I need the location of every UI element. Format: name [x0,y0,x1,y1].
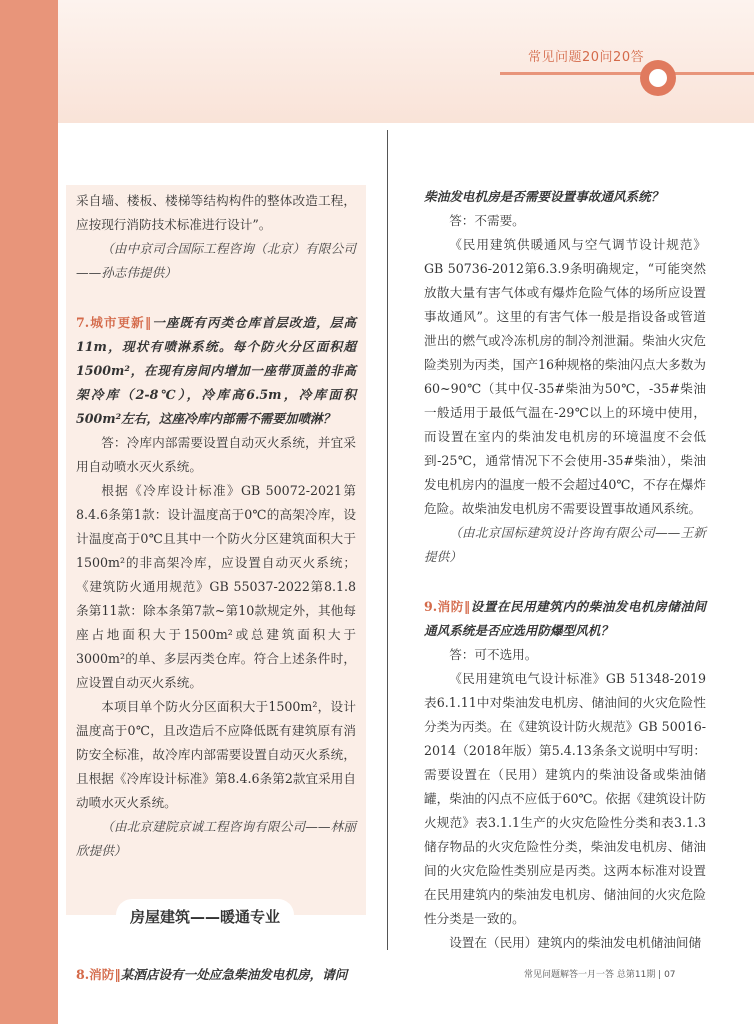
header-circle-inner [649,69,667,87]
question-8 [76,963,356,987]
credit-line: （由北京建院京诚工程咨询有限公司——林丽欣提供） [76,819,356,858]
question-8-continued: 柴油发电机房是否需要设置事故通风系统？ [424,189,664,204]
answer-paragraph: 设置在（民用）建筑内的柴油发电机储油间储 [449,935,702,950]
question-text: 某酒店设有一处应急柴油发电机房，请问 [120,967,348,982]
question-tag: 9.消防‖ [424,599,471,614]
header-rule [500,72,754,75]
section-header-title: 常见问题20问20答 [528,50,645,65]
question-text: 一座既有丙类仓库首层改造，层高11m，现状有喷淋系统。每个防火分区面积超1500m²，在现有房间内增加一座带顶盖的非高架冷库（2-8℃），冷库高6.5m，冷库面积500m²左右，这座冷库内部需不需要加喷淋？ [76,315,356,426]
answer-paragraph: 根据《冷库设计标准》GB 50072-2021第8.4.6条第1款：设计温度高于0℃的高架冷库，设计温度高于0℃且其中一个防火分区建筑面积大于1500m²的非高架冷库，应设置自动灭火系统；《建筑防火通用规范》GB 55037-2022第8.1.8条第11款：除本条第7款~第10款规定外，其他每座占地面积大于1500m²或总建筑面积大于3000m²的单、多层丙类仓库。符合上述条件时，应设置自动灭火系统。 [76,483,356,690]
right-column [424,185,706,955]
section-banner [76,887,356,939]
answer-paragraph: 本项目单个防火分区面积大于1500m²，设计温度高于0℃，且改造后不应降低既有建筑原有消防安全标准，故冷库内部需要设置自动灭火系统，且根据《冷库设计标准》第8.4.6条第2款宜采用自动喷水灭火系统。 [76,699,356,810]
answer-paragraph: 答：不需要。 [449,213,525,228]
section-title: 房屋建筑——暖通专业 [116,899,294,935]
question-text: 设置在民用建筑内的柴油发电机房储油间通风系统是否应选用防爆型风机？ [424,599,706,638]
page-footer: 常见问题解答一月一答 总第11期 | 07 [524,970,676,980]
answer-paragraph: 答：可不选用。 [449,647,538,662]
left-column [66,185,366,982]
answer-paragraph: 《民用建筑电气设计标准》GB 51348-2019表6.1.11中对柴油发电机房、储油间的火灾危险性分类为丙类。在《建筑设计防火规范》GB 50016-2014（2018年版）第5.4.13条条文说明中写明：需要设置在（民用）建筑内的柴油设备或柴油储罐，柴油的闪点不应低于60℃。依据《建筑设计防火规范》表3.1.1生产的火灾危险性分类和表3.1.3储存物品的火灾危险性分类，柴油发电机房、储油间的火灾危险性类别应是丙类。这两本标准对设置在民用建筑内的柴油发电机房、储油间的火灾危险性分类是一致的。 [424,671,706,926]
question-9 [424,595,706,643]
question-7 [76,311,356,431]
column-divider [387,130,388,950]
credit-line: （由北京国标建筑设计咨询有限公司——王新提供） [424,525,706,564]
paragraph: 采自墙、楼板、楼梯等结构构件的整体改造工程，应按现行消防技术标准进行设计”。 [76,193,356,232]
left-color-band [0,0,58,1024]
question-tag: 7.城市更新‖ [76,315,152,330]
credit-line: （由中京司合国际工程咨询（北京）有限公司——孙志伟提供） [76,241,356,280]
answer-paragraph: 答：冷库内部需要设置自动灭火系统，并宜采用自动喷水灭火系统。 [76,435,356,474]
answer-paragraph: 《民用建筑供暖通风与空气调节设计规范》GB 50736-2012第6.3.9条明确规定，“可能突然放散大量有害气体或有爆炸危险气体的场所应设置事故通风”。这里的有害气体一般是指设备或管道泄出的燃气或冷冻机房的制冷剂泄漏。柴油火灾危险类别为丙类，国产16种规格的柴油闪点大多数为60~90℃（其中仅-35#柴油为50℃，-35#柴油一般适用于最低气温在-29℃以上的环境中使用，而设置在室内的柴油发电机房的环境温度不会低到-25℃，通常情况下不会使用-35#柴油），柴油发电机房内的温度一般不会超过40℃，不存在爆炸危险。故柴油发电机房不需要设置事故通风系统。 [424,237,706,516]
question-tag: 8.消防‖ [76,967,121,982]
